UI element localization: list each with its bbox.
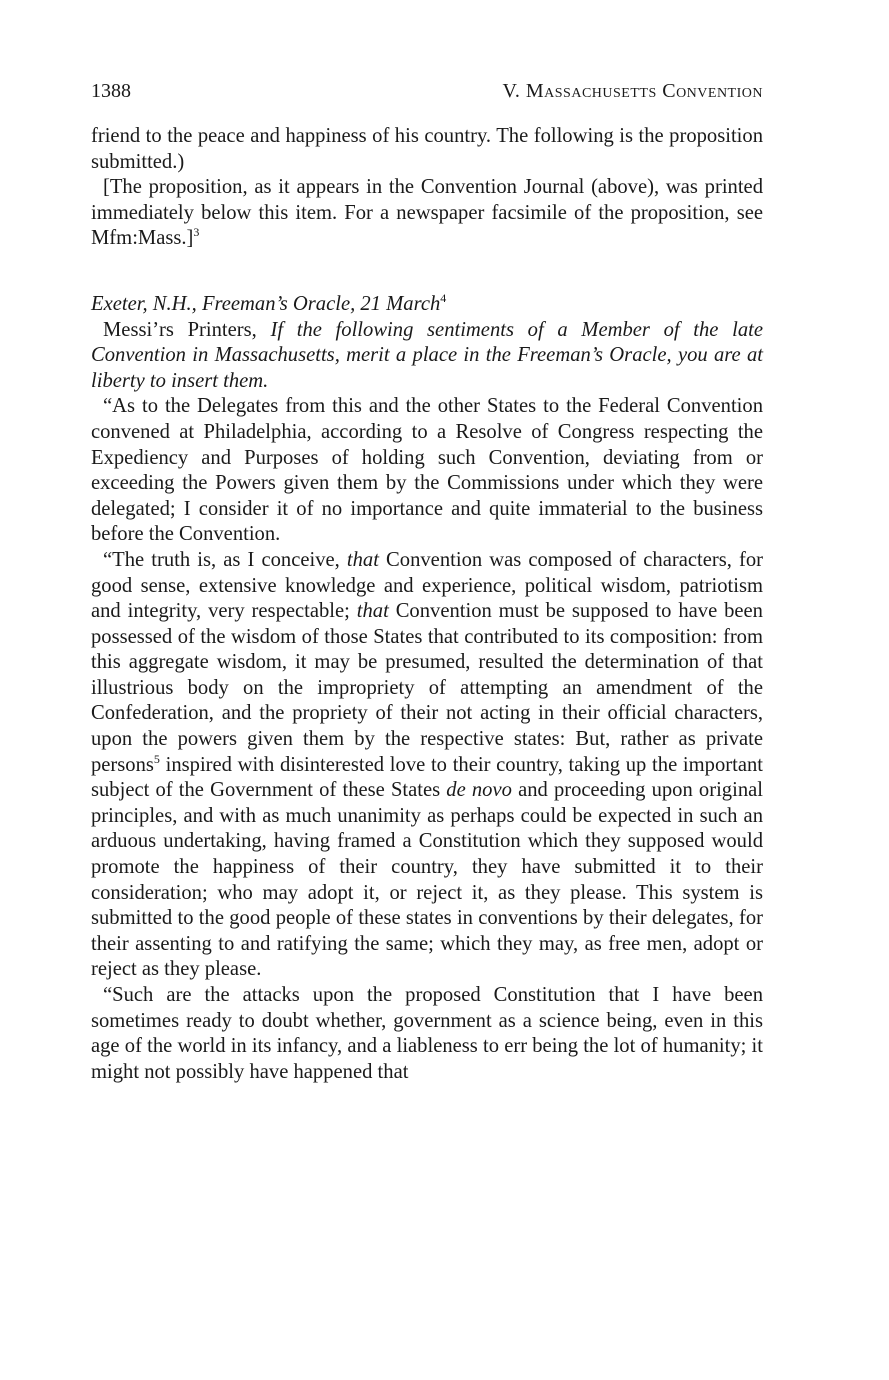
article-dateline — [91, 292, 763, 318]
footnote-ref-4: 4 — [440, 291, 447, 306]
article-paragraph-2-text: “As to the Delegates from this and the other States to the Federal Convention convened at Philadelphia, according to a Resolve of Congress respecting the Expediency and Purposes of holding such Convention, deviating from or exceeding the Powers given them by the Commissions under which they were delegated; I consider it of no importance and quite immaterial to the business before the Convention. — [91, 395, 763, 546]
article-paragraph-4 — [91, 983, 763, 1085]
article-paragraph-4-text: “Such are the attacks upon the proposed Constitution that I have been sometimes ready to doubt whether, government as a science being, even in this age of the world in its infancy, and a liableness to err being the lot of humanity; it might not possibly have happened that — [91, 984, 763, 1083]
article-paragraph-3 — [91, 548, 763, 983]
article-paragraph-1 — [91, 318, 763, 395]
article-paragraph-2 — [91, 394, 763, 548]
p3-part-d: inspired with disinterested love to their country, taking up the important subject of the Government of these States — [91, 753, 763, 802]
document-page — [91, 78, 763, 1085]
article-paragraph-1-lead: Messi’rs Printers, — [103, 318, 271, 341]
article-paragraph-1-italic: If the following sentiments of a Member of the late Convention in Massachusetts, merit a place in the Freeman’s Oracle, you are at liberty to insert them. — [91, 318, 763, 392]
p3-italic-that-1: that — [346, 548, 379, 571]
p3-part-a: “The truth is, as I conceive, — [103, 548, 347, 571]
body-text — [91, 124, 763, 1085]
article-dateline-text: Exeter, N.H., Freeman’s Oracle, 21 March — [91, 292, 441, 315]
intro-paragraph-2-text: [The proposition, as it appears in the Convention Journal (above), was printed immediately below this item. For a newspaper facsimile of the proposition, see Mfm:Mass.] — [91, 176, 763, 250]
running-title: V. Massachusetts Convention — [502, 80, 763, 102]
page-number: 1388 — [91, 80, 131, 102]
intro-paragraph-1-text: friend to the peace and happiness of his country. The following is the proposition submitted.) — [91, 125, 763, 173]
p3-part-e: and proceeding upon original principles, and with as much unanimity as perhaps could be expected in such an arduous undertaking, having framed a Constitution which they supposed would promote the happiness of their country, they have submitted it to their consideration; who may adopt it, or reject it, as they please. This system is submitted to the good people of these states in conventions by their delegates, for their assenting to and ratifying the same; which they may, as free men, adopt or reject as they please. — [91, 779, 763, 981]
footnote-ref-5: 5 — [153, 751, 160, 766]
running-head — [91, 78, 763, 104]
footnote-ref-3: 3 — [193, 225, 200, 240]
p3-part-b: Convention was composed of characters, for good sense, extensive knowledge and experience, political wisdom, patriotism and integrity, very respectable; — [91, 548, 763, 623]
p3-italic-that-2: that — [356, 600, 389, 623]
p3-italic-de-novo: de novo — [446, 779, 512, 802]
p3-part-c: Convention must be supposed to have been possessed of the wisdom of those States that contributed to its composition: from this aggregate wisdom, it may be presumed, resulted the determination of that illustrious body on the impropriety of attempting an amendment of the Confederation, and the propriety of their not acting in their official characters, upon the powers given them by the respective states: But, rather as private persons — [91, 600, 763, 776]
intro-paragraph-1 — [91, 124, 763, 175]
intro-paragraph-2 — [91, 175, 763, 252]
